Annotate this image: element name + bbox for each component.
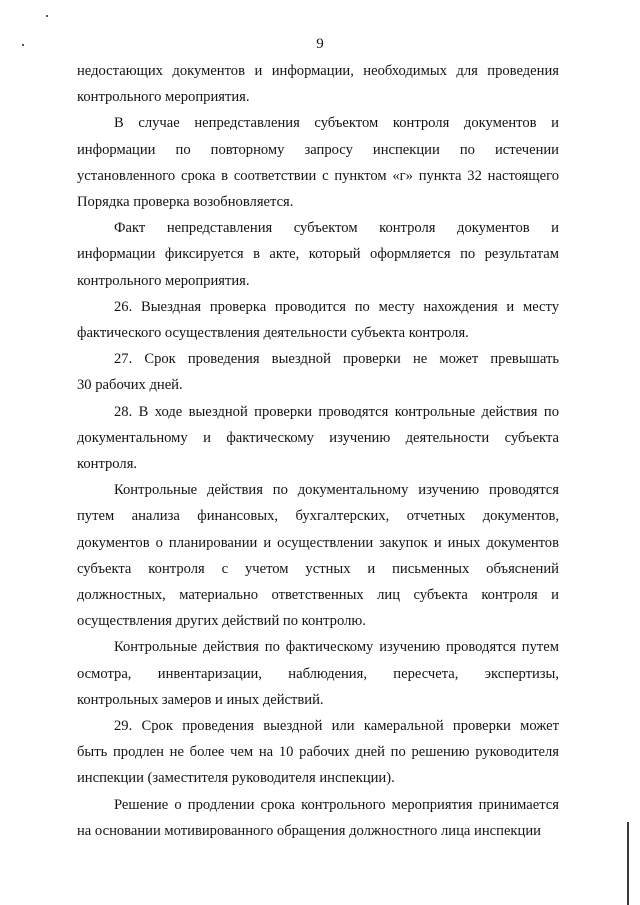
- text-line: информации фиксируется в акте, который оформляется по результатам: [77, 246, 559, 263]
- text-line: недостающих документов и информации, необходимых для проведения: [77, 63, 559, 79]
- text-line: установленного срока в соответствии с пунктом «г» пункта 32 настоящего: [77, 167, 559, 184]
- document-body: [77, 58, 559, 844]
- text-line: быть продлен не более чем на 10 рабочих дней по решению руководителя: [77, 744, 559, 761]
- paragraph: [77, 215, 559, 294]
- text-line: Контрольные действия по фактическому изучению проводятся путем: [114, 639, 559, 656]
- paragraph: [77, 713, 559, 792]
- text-line: фактического осуществления деятельности субъекта контроля.: [77, 325, 469, 342]
- text-line: документальному и фактическому изучению деятельности субъекта: [77, 429, 559, 446]
- text-line: контрольных замеров и иных действий.: [77, 691, 324, 708]
- paragraph: [77, 58, 559, 110]
- text-line: должностных, материально ответственных лиц субъекта контроля и: [77, 587, 559, 604]
- text-line: 29. Срок проведения выездной или камеральной проверки может: [114, 718, 559, 735]
- text-line: 28. В ходе выездной проверки проводятся контрольные действия по: [114, 403, 559, 420]
- text-line: 30 рабочих дней.: [77, 377, 183, 394]
- text-line: контрольного мероприятия.: [77, 272, 250, 289]
- page-number: 9: [316, 36, 324, 52]
- text-line: инспекции (заместителя руководителя инспекции).: [77, 770, 395, 787]
- text-line: осуществления других действий по контролю.: [77, 613, 366, 630]
- paragraph: [77, 346, 559, 398]
- text-line: путем анализа финансовых, бухгалтерских, отчетных документов,: [77, 508, 559, 525]
- paragraph: [77, 792, 559, 844]
- text-line: Порядка проверка возобновляется.: [77, 194, 294, 211]
- paragraph: [77, 399, 559, 478]
- text-line: субъекта контроля с учетом устных и письменных объяснений: [77, 560, 559, 577]
- text-line: информации по повторному запросу инспекции по истечении: [77, 141, 559, 158]
- paragraph: [77, 294, 559, 346]
- text-line: осмотра, инвентаризации, наблюдения, пересчета, экспертизы,: [77, 665, 559, 682]
- text-line: контрольного мероприятия.: [77, 89, 250, 106]
- text-line: Контрольные действия по документальному изучению проводятся: [114, 482, 559, 499]
- text-line: Решение о продлении срока контрольного мероприятия принимается: [114, 796, 559, 813]
- text-line: контроля.: [77, 456, 138, 473]
- paragraph: [77, 110, 559, 215]
- paragraph: [77, 634, 559, 713]
- paragraph: [77, 477, 559, 634]
- text-line: 27. Срок проведения выездной проверки не может превышать: [114, 351, 559, 368]
- scan-edge-line: [627, 822, 629, 905]
- text-line: Факт непредставления субъектом контроля документов и: [114, 220, 559, 237]
- text-line: 26. Выездная проверка проводится по месту нахождения и месту: [114, 298, 559, 315]
- text-line: документов о планировании и осуществлении закупок и иных документов: [77, 534, 559, 551]
- scan-speck: [46, 15, 48, 17]
- text-line: на основании мотивированного обращения должностного лица инспекции: [77, 822, 541, 839]
- text-line: В случае непредставления субъектом контроля документов и: [114, 115, 559, 132]
